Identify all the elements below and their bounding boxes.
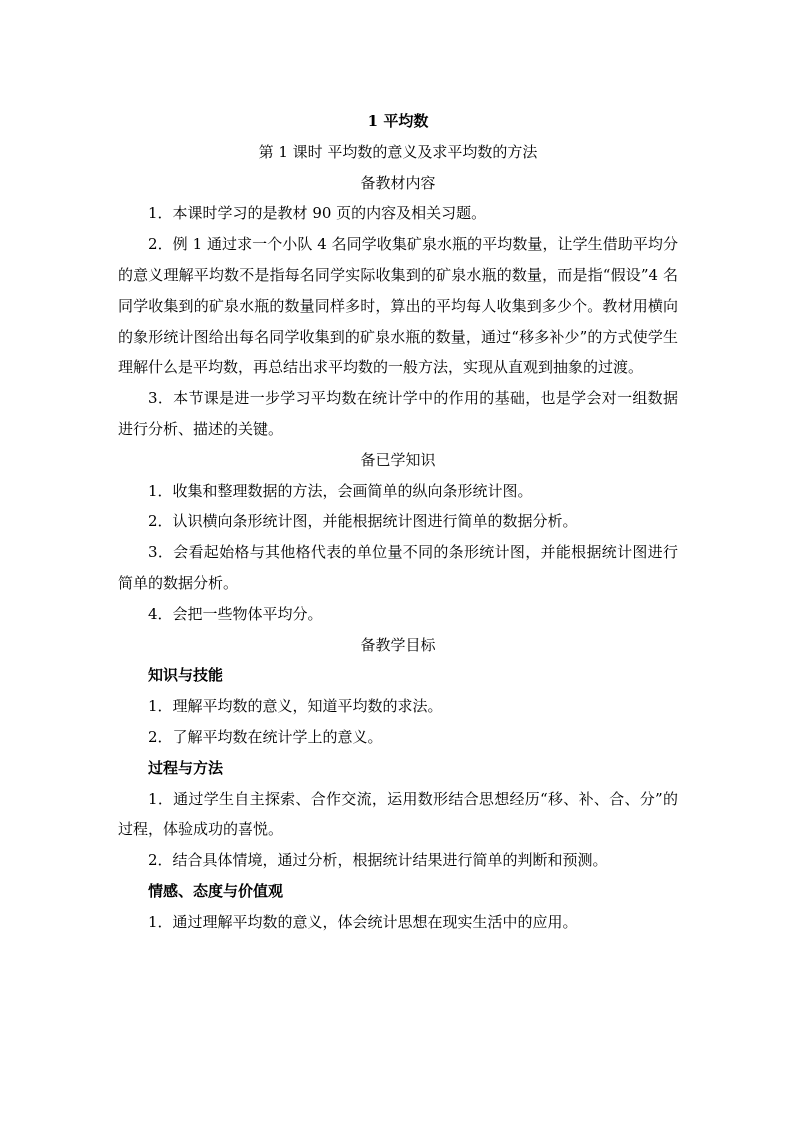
- section-heading-prior: 备已学知识: [360, 450, 436, 469]
- lesson-title: 第 1 课时 平均数的意义及求平均数的方法: [258, 142, 538, 161]
- section-heading-goals: 备教学目标: [360, 635, 436, 654]
- subheading-process: 过程与方法: [148, 758, 224, 777]
- process-item-1: 1．通过学生自主探索、合作交流，运用数形结合思想经历“移、补、合、分”的过程，体验成功的喜悦。: [118, 789, 678, 839]
- attitude-item-1: 1．通过理解平均数的意义，体会统计思想在现实生活中的应用。: [148, 912, 578, 931]
- subheading-knowledge: 知识与技能: [148, 666, 224, 685]
- prior-paragraph-1: 1．收集和整理数据的方法，会画简单的纵向条形统计图。: [148, 481, 533, 500]
- page-title: 1 平均数: [367, 112, 429, 130]
- document-page: [118, 106, 678, 938]
- content-paragraph-2: 2．例 1 通过求一个小队 4 名同学收集矿泉水瓶的平均数量，让学生借助平均分的意义理解平均数不是指每名同学实际收集到的矿泉水瓶的数量，而是指“假设”4 名同学收集到的矿泉水瓶的数量同样多时，算出的平均每人收集到多少个。教材用横向的象形统计图给出每名同学收集到的矿泉水瓶的数量，通过“移多补少”的方式使学生理解什么是平均数，再总结出求平均数的一般方法，实现从直观到抽象的过渡。: [118, 235, 678, 377]
- subheading-attitude: 情感、态度与价值观: [148, 881, 284, 900]
- content-paragraph-1: 1．本课时学习的是教材 90 页的内容及相关习题。: [148, 204, 487, 223]
- content-paragraph-3: 3．本节课是进一步学习平均数在统计学中的作用的基础，也是学会对一组数据进行分析、描述的关键。: [118, 389, 678, 438]
- knowledge-item-1: 1．理解平均数的意义，知道平均数的求法。: [148, 697, 443, 716]
- knowledge-item-2: 2．了解平均数在统计学上的意义。: [148, 727, 383, 746]
- prior-paragraph-3: 3．会看起始格与其他格代表的单位量不同的条形统计图，并能根据统计图进行简单的数据分析。: [118, 543, 678, 592]
- process-item-2: 2．结合具体情境，通过分析，根据统计结果进行简单的判断和预测。: [148, 851, 608, 870]
- prior-paragraph-4: 4．会把一些物体平均分。: [148, 604, 323, 623]
- section-heading-content: 备教材内容: [360, 173, 436, 192]
- prior-paragraph-2: 2．认识横向条形统计图，并能根据统计图进行简单的数据分析。: [148, 512, 578, 531]
